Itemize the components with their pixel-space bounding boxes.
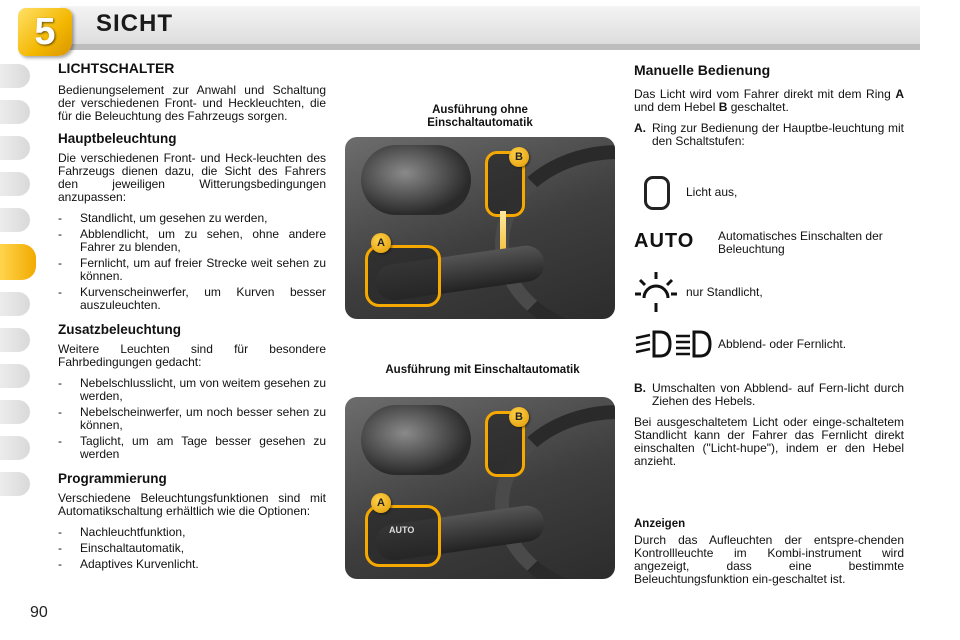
chapter-tab-2[interactable] bbox=[0, 100, 30, 124]
symbol-row-sidelight bbox=[634, 270, 763, 314]
manual-intro-lever-b: B bbox=[718, 100, 728, 114]
programmierung-list bbox=[58, 526, 326, 571]
zusatzbeleuchtung-heading: Zusatzbeleuchtung bbox=[58, 322, 182, 337]
header-stripe bbox=[60, 44, 920, 50]
list-item: - Nebelschlusslicht, um von weitem gesehen zu werden, bbox=[58, 377, 326, 403]
chapter-tab-7[interactable] bbox=[0, 292, 30, 316]
ring-a-highlight bbox=[365, 505, 441, 567]
chapter-tab-10[interactable] bbox=[0, 400, 30, 424]
symbol-label-off: Licht aus, bbox=[686, 185, 738, 199]
intro-text: Bedienungselement zur Anwahl und Schaltung der verschiedenen Front- und Heckleuchten, die für die Beleuchtung des Fahrzeugs sorgen. bbox=[58, 83, 326, 123]
page-number: 90 bbox=[30, 604, 48, 621]
item-b bbox=[634, 382, 904, 408]
item-a-text: Ring zur Bedienung der Hauptbe-leuchtung mit den Schaltstufen: bbox=[652, 121, 904, 148]
programmierung-heading: Programmierung bbox=[58, 471, 167, 486]
chapter-tab-12[interactable] bbox=[0, 472, 30, 496]
manual-intro-ring-a: A bbox=[895, 87, 904, 101]
air-vent bbox=[361, 145, 471, 215]
callout-a: A bbox=[371, 493, 391, 513]
hauptbeleuchtung-list bbox=[58, 212, 326, 312]
chapter-tab-3[interactable] bbox=[0, 136, 30, 160]
main-heading: LICHTSCHALTER bbox=[58, 60, 175, 76]
light-off-icon bbox=[644, 176, 670, 210]
item-b-letter: B. bbox=[634, 381, 646, 395]
dipped-main-beam-icon bbox=[634, 330, 714, 358]
symbol-label-beam: Abblend- oder Fernlicht. bbox=[718, 337, 847, 351]
list-item: - Abblendlicht, um zu sehen, ohne andere Fahrer zu blenden, bbox=[58, 228, 326, 254]
list-item: - Nachleuchtfunktion, bbox=[58, 526, 326, 539]
list-item: - Taglicht, um am Tage besser gesehen zu werden bbox=[58, 435, 326, 461]
lighting-stalk-photo-manual bbox=[345, 137, 615, 319]
callout-b: B bbox=[509, 407, 529, 427]
chapter-tab-8[interactable] bbox=[0, 328, 30, 352]
indicators-text: Durch das Aufleuchten der entspre-chenden Kontrollleuchte im Kombi-instrument wird angezeigt, dass eine bestimmte Beleuchtungsfunktion ein-geschaltet ist. bbox=[634, 533, 904, 586]
item-a-letter: A. bbox=[634, 121, 646, 135]
chapter-number: 5 bbox=[34, 10, 56, 53]
manual-intro-mid: und dem Hebel bbox=[634, 100, 719, 114]
zusatzbeleuchtung-text: Weitere Leuchten sind für besondere Fahrbedingungen gedacht: bbox=[58, 342, 326, 369]
air-vent bbox=[361, 405, 471, 475]
left-column bbox=[58, 60, 326, 581]
symbol-row-off bbox=[634, 176, 737, 210]
list-item: - Adaptives Kurvenlicht. bbox=[58, 558, 326, 571]
chapter-tab-9[interactable] bbox=[0, 364, 30, 388]
header-bar bbox=[60, 6, 920, 46]
list-item: - Einschaltautomatik, bbox=[58, 542, 326, 555]
manual-operation-heading: Manuelle Bedienung bbox=[634, 62, 771, 78]
flash-text: Bei ausgeschaltetem Licht oder einge-schaltetem Standlicht kann der Fahrer das Fernlicht direkt einschalten ("Licht-hupe"), indem er den Hebel anzieht. bbox=[634, 415, 904, 468]
right-column bbox=[634, 60, 904, 156]
symbol-row-beam bbox=[634, 330, 846, 358]
list-item: - Kurvenscheinwerfer, um Kurven besser auszuleuchten. bbox=[58, 286, 326, 312]
stalk-auto-marking: AUTO bbox=[389, 525, 415, 535]
item-b-text: Umschalten von Abblend- auf Fern-licht durch Ziehen des Hebels. bbox=[652, 381, 904, 408]
sidelight-icon bbox=[634, 270, 678, 314]
symbol-row-auto bbox=[634, 230, 904, 256]
callout-b: B bbox=[509, 147, 529, 167]
chapter-tab-11[interactable] bbox=[0, 436, 30, 460]
item-a bbox=[634, 122, 904, 148]
chapter-tab-5[interactable] bbox=[0, 208, 30, 232]
chapter-badge bbox=[18, 8, 72, 56]
lever-b-pointer bbox=[500, 211, 506, 251]
page-header bbox=[0, 0, 960, 58]
ring-a-highlight bbox=[365, 245, 441, 307]
right-column-lower bbox=[634, 382, 904, 476]
list-item: - Nebelscheinwerfer, um noch besser sehen zu können, bbox=[58, 406, 326, 432]
symbol-label-auto: Automatisches Einschalten der Beleuchtung bbox=[718, 229, 883, 256]
manual-intro bbox=[634, 88, 904, 114]
hauptbeleuchtung-text: Die verschiedenen Front- und Heck-leuchten des Fahrzeugs dienen dazu, die Sicht des Fahrers den jeweiligen Witterungsbedingungen anzupassen: bbox=[58, 151, 326, 204]
list-item: - Fernlicht, um auf freier Strecke weit sehen zu können. bbox=[58, 257, 326, 283]
chapter-tab-4[interactable] bbox=[0, 172, 30, 196]
callout-a: A bbox=[371, 233, 391, 253]
manual-intro-post: geschaltet. bbox=[727, 100, 789, 114]
chapter-tab-1[interactable] bbox=[0, 64, 30, 88]
hauptbeleuchtung-heading: Hauptbeleuchtung bbox=[58, 131, 177, 146]
list-item: - Standlicht, um gesehen zu werden, bbox=[58, 212, 326, 225]
chapter-tab-6-active[interactable] bbox=[0, 244, 36, 280]
lighting-stalk-photo-auto bbox=[345, 397, 615, 579]
manual-intro-pre: Das Licht wird vom Fahrer direkt mit dem Ring bbox=[634, 87, 896, 101]
caption-without-auto: Ausführung ohne Einschaltautomatik bbox=[427, 104, 533, 129]
zusatzbeleuchtung-list bbox=[58, 377, 326, 461]
chapter-tabs bbox=[0, 64, 40, 508]
section-title: SICHT bbox=[96, 10, 173, 37]
programmierung-text: Verschiedene Beleuchtungsfunktionen sind mit Automatikschaltung erhältlich wie die Optionen: bbox=[58, 491, 326, 518]
caption-with-auto: Ausführung mit Einschaltautomatik bbox=[385, 364, 580, 376]
auto-icon: AUTO bbox=[634, 230, 695, 252]
indicators-heading: Anzeigen bbox=[634, 518, 686, 530]
indicators-section bbox=[634, 518, 904, 594]
symbol-label-sidelight: nur Standlicht, bbox=[686, 285, 763, 299]
